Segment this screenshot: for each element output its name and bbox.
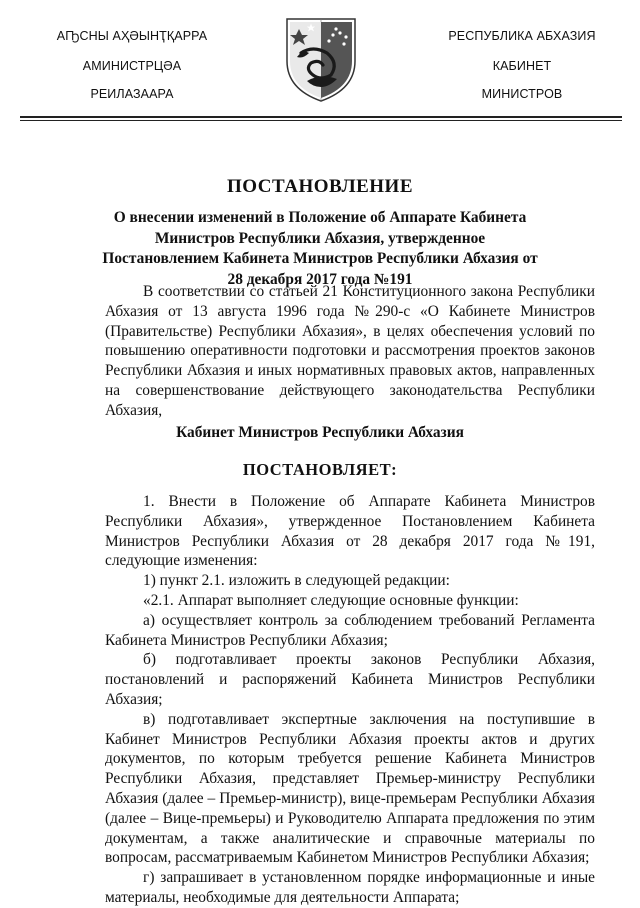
paragraph-7: г) запрашивает в установленном порядке информационные и иные материалы, необходимые для деятельности Аппарата;: [105, 869, 595, 906]
header-right-line-3: МИНИСТРОВ: [481, 87, 563, 101]
header-divider-thin: [20, 120, 622, 121]
header-left-line-3: РЕИЛАЗААРА: [90, 87, 174, 101]
paragraph-1: 1. Внести в Положение об Аппарате Кабинета Министров Республики Абхазия», утвержденное Постановлением Кабинета Министров Республики Абхазия от 28 декабря 2017 года №191, следующие изменения:: [105, 493, 595, 570]
document-title: ПОСТАНОВЛЕНИЕ: [226, 176, 414, 197]
decree-heading: ПОСТАНОВЛЯЕТ:: [242, 460, 398, 479]
paragraph-5: б) подготавливает проекты законов Республики Абхазия, постановлений и распоряжений Кабинета Министров Республики Абхазия;: [105, 651, 595, 708]
preamble: [105, 282, 595, 421]
header-left-line-1: АҦСНЫ АҲӘЫНҬҚАРРА: [56, 29, 208, 43]
header-divider: [20, 116, 622, 118]
header-right-line-2: КАБИНЕТ: [492, 59, 552, 73]
paragraph-4: а) осуществляет контроль за соблюдением требований Регламента Кабинета Министров Республики Абхазия;: [105, 611, 595, 649]
paragraph-2: 1) пункт 2.1. изложить в следующей редакции:: [143, 572, 450, 590]
header-left-line-2: АМИНИСТРЦӘА: [82, 59, 182, 73]
issuer-heading: Кабинет Министров Республики Абхазия: [176, 424, 464, 441]
paragraph-3: «2.1. Аппарат выполняет следующие основные функции:: [143, 591, 519, 609]
document-subtitle: О внесении изменений в Положение об Аппарате Кабинета Министров Республики Абхазия, утвержденное Постановлением Кабинета Министров Республики Абхазия от 28 декабря 2017 года №191: [102, 209, 538, 288]
decree-body: [105, 492, 595, 908]
coat-of-arms-emblem: [283, 17, 359, 103]
header-right-line-1: РЕСПУБЛИКА АБХАЗИЯ: [448, 29, 596, 43]
paragraph-6: в) подготавливает экспертные заключения на поступившие в Кабинет Министров Республики Абхазия проекты актов и других документов, по которым требуется решение Кабинета Министров Республики Абхазия, представляет Премьер-министру Республики Абхазия (далее – Премьер-министр), вице-премьерам Республики Абхазия (далее – Вице-премьеры) и Руководителю Аппарата предложения по этим документам, а также аналитические и справочные материалы по вопросам, рассматриваемым Кабинетом Министров Республики Абхазия;: [105, 710, 595, 867]
preamble-text: В соответствии со статьей 21 Конституционного закона Республики Абхазия от 13 августа 1996 года №290-с «О Кабинете Министров (Правительстве) Республики Абхазия», в целях обеспечения условий по повышению оперативности подготовки и рассмотрения проектов законов Республики Абхазия и иных нормативных правовых актов, направленных на совершенствование действующего законодательства Республики Абхазия,: [105, 283, 595, 419]
